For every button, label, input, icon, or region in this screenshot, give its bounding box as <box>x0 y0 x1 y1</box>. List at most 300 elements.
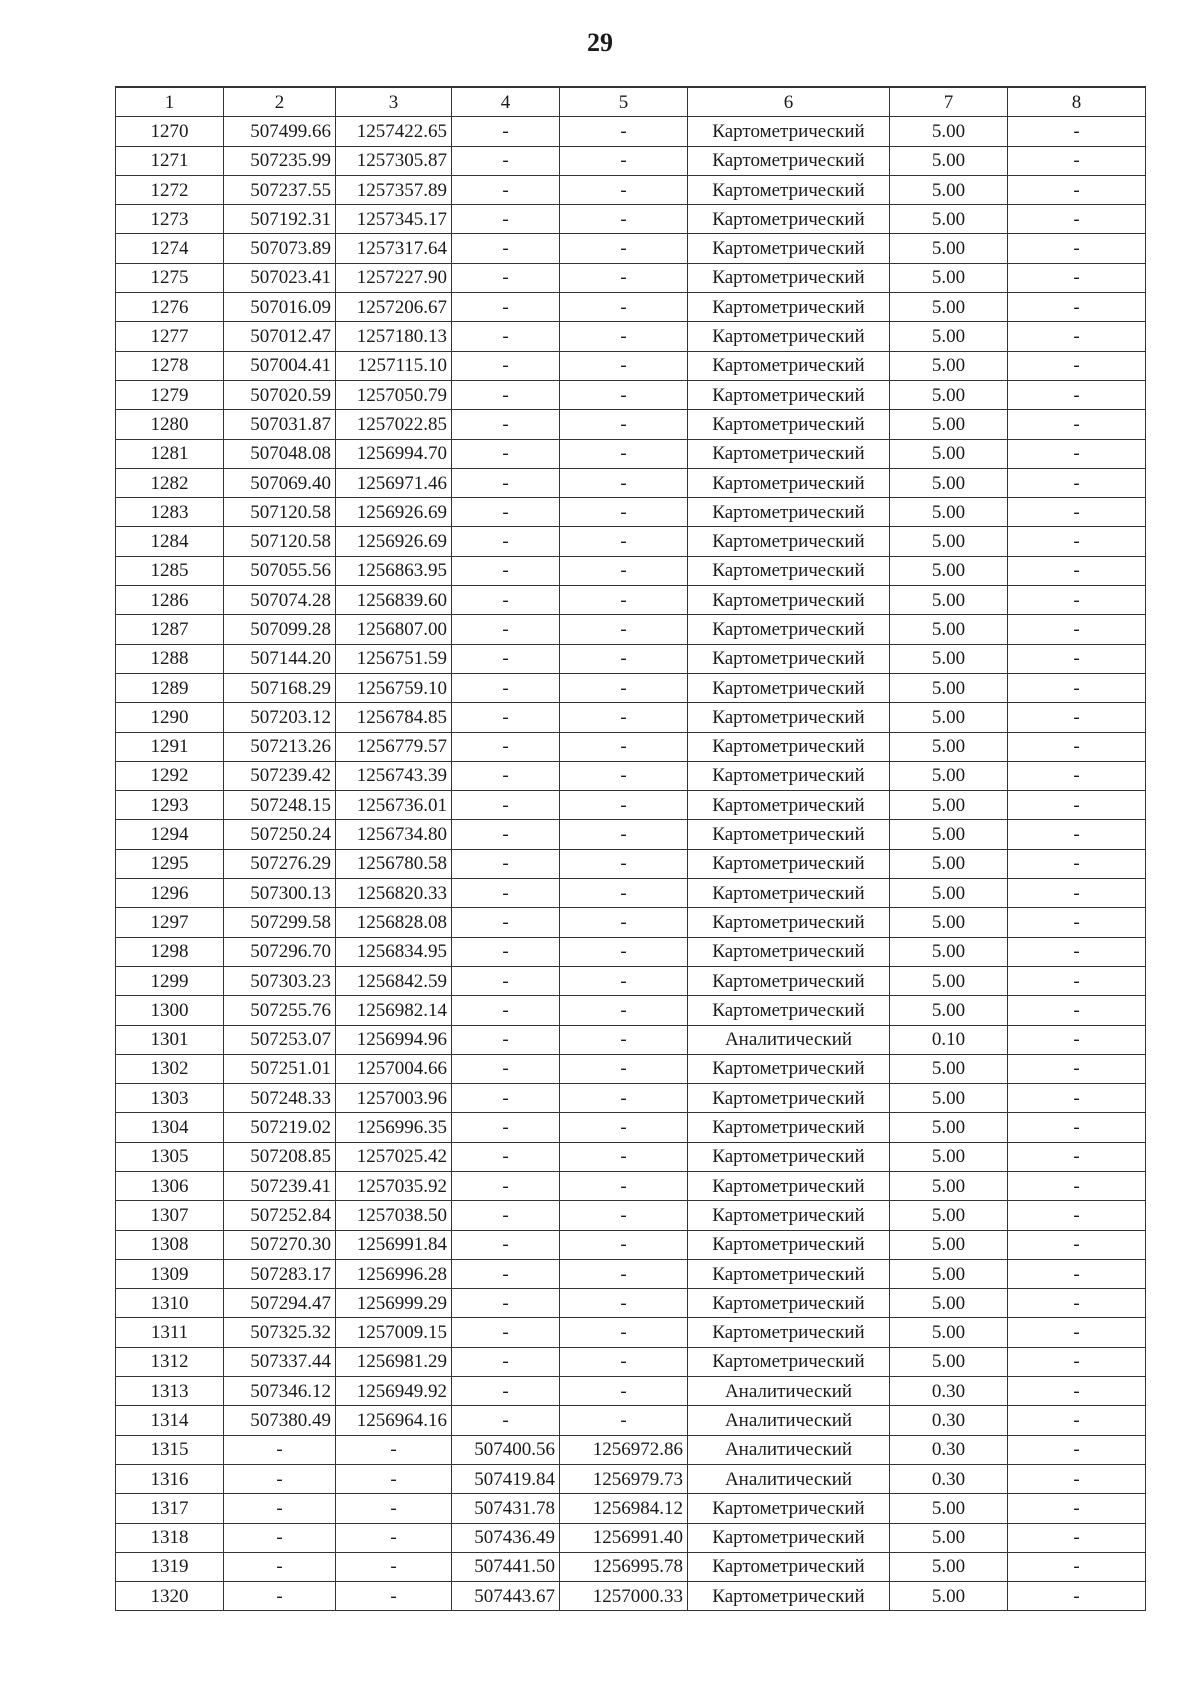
table-cell-col-2: 507380.49 <box>224 1406 336 1435</box>
table-cell-col-3: 1256982.14 <box>336 996 452 1025</box>
table-cell-col-6: Картометрический <box>688 527 890 556</box>
table-cell-col-2: 507219.02 <box>224 1113 336 1142</box>
table-cell-col-3: 1257035.92 <box>336 1171 452 1200</box>
table-cell-col-6: Картометрический <box>688 1494 890 1523</box>
table-cell-col-1: 1298 <box>116 937 224 966</box>
table-cell-col-1: 1270 <box>116 117 224 146</box>
table-cell-col-8: - <box>1008 205 1146 234</box>
table-cell-col-3: 1256991.84 <box>336 1230 452 1259</box>
table-cell-col-5: - <box>560 1318 688 1347</box>
table-cell-col-7: 5.00 <box>890 1201 1008 1230</box>
table-cell-col-8: - <box>1008 996 1146 1025</box>
table-cell-col-5: - <box>560 410 688 439</box>
table-row <box>116 908 1146 937</box>
table-cell-col-1: 1291 <box>116 732 224 761</box>
table-cell-col-8: - <box>1008 732 1146 761</box>
table-cell-col-4: - <box>452 1201 560 1230</box>
table-cell-col-2: 507120.58 <box>224 527 336 556</box>
table-cell-col-5: - <box>560 966 688 995</box>
table-cell-col-7: 5.00 <box>890 996 1008 1025</box>
table-cell-col-1: 1274 <box>116 234 224 263</box>
table-cell-col-8: - <box>1008 1201 1146 1230</box>
table-cell-col-3: 1256863.95 <box>336 556 452 585</box>
table-cell-col-5: - <box>560 673 688 702</box>
table-cell-col-1: 1275 <box>116 263 224 292</box>
table-cell-col-4: - <box>452 879 560 908</box>
table-row <box>116 1552 1146 1581</box>
table-cell-col-8: - <box>1008 761 1146 790</box>
table-row <box>116 1464 1146 1493</box>
table-cell-col-1: 1286 <box>116 586 224 615</box>
table-cell-col-4: - <box>452 439 560 468</box>
table-cell-col-4: - <box>452 1347 560 1376</box>
table-cell-col-5: - <box>560 732 688 761</box>
table-cell-col-1: 1273 <box>116 205 224 234</box>
table-cell-col-5: - <box>560 527 688 556</box>
table-cell-col-5: - <box>560 849 688 878</box>
table-cell-col-3: 1256996.28 <box>336 1259 452 1288</box>
table-cell-col-1: 1312 <box>116 1347 224 1376</box>
table-cell-col-7: 5.00 <box>890 1084 1008 1113</box>
table-cell-col-1: 1277 <box>116 322 224 351</box>
table-cell-col-1: 1309 <box>116 1259 224 1288</box>
table-cell-col-2: 507250.24 <box>224 820 336 849</box>
table-row <box>116 1084 1146 1113</box>
table-cell-col-8: - <box>1008 468 1146 497</box>
table-row <box>116 644 1146 673</box>
table-cell-col-5: - <box>560 703 688 732</box>
table-cell-col-2: 507012.47 <box>224 322 336 351</box>
table-cell-col-4: - <box>452 1406 560 1435</box>
table-row <box>116 820 1146 849</box>
table-cell-col-8: - <box>1008 615 1146 644</box>
table-cell-col-8: - <box>1008 1464 1146 1493</box>
table-cell-col-4: - <box>452 468 560 497</box>
table-cell-col-5: 1256972.86 <box>560 1435 688 1464</box>
table-cell-col-8: - <box>1008 791 1146 820</box>
table-cell-col-3: - <box>336 1552 452 1581</box>
table-row <box>116 146 1146 175</box>
table-cell-col-7: 5.00 <box>890 205 1008 234</box>
table-cell-col-4: - <box>452 703 560 732</box>
table-cell-col-5: 1256979.73 <box>560 1464 688 1493</box>
table-cell-col-3: 1256964.16 <box>336 1406 452 1435</box>
table-cell-col-6: Картометрический <box>688 996 890 1025</box>
table-cell-col-5: 1256984.12 <box>560 1494 688 1523</box>
table-cell-col-6: Картометрический <box>688 673 890 702</box>
table-cell-col-1: 1294 <box>116 820 224 849</box>
table-cell-col-6: Картометрический <box>688 1171 890 1200</box>
table-cell-col-3: 1256820.33 <box>336 879 452 908</box>
table-cell-col-2: 507337.44 <box>224 1347 336 1376</box>
table-row <box>116 322 1146 351</box>
table-cell-col-3: 1256981.29 <box>336 1347 452 1376</box>
table-cell-col-5: - <box>560 1142 688 1171</box>
table-cell-col-8: - <box>1008 937 1146 966</box>
table-cell-col-1: 1305 <box>116 1142 224 1171</box>
header-row <box>116 87 1146 117</box>
table-cell-col-8: - <box>1008 410 1146 439</box>
table-cell-col-1: 1295 <box>116 849 224 878</box>
table-cell-col-5: - <box>560 1377 688 1406</box>
table-cell-col-2: 507296.70 <box>224 937 336 966</box>
table-cell-col-2: 507248.15 <box>224 791 336 820</box>
table-cell-col-6: Картометрический <box>688 1201 890 1230</box>
table-row <box>116 1054 1146 1083</box>
table-cell-col-7: 5.00 <box>890 263 1008 292</box>
table-cell-col-5: - <box>560 117 688 146</box>
table-cell-col-2: 507213.26 <box>224 732 336 761</box>
table-cell-col-3: 1257357.89 <box>336 175 452 204</box>
table-cell-col-1: 1293 <box>116 791 224 820</box>
table-cell-col-7: 5.00 <box>890 1230 1008 1259</box>
table-cell-col-1: 1300 <box>116 996 224 1025</box>
table-cell-col-2: - <box>224 1582 336 1611</box>
table-cell-col-8: - <box>1008 1523 1146 1552</box>
table-cell-col-4: - <box>452 1171 560 1200</box>
table-row <box>116 205 1146 234</box>
table-cell-col-8: - <box>1008 322 1146 351</box>
table-row <box>116 527 1146 556</box>
table-cell-col-6: Картометрический <box>688 1054 890 1083</box>
table-row <box>116 117 1146 146</box>
table-cell-col-8: - <box>1008 1259 1146 1288</box>
table-cell-col-7: 5.00 <box>890 1054 1008 1083</box>
table-cell-col-7: 0.30 <box>890 1464 1008 1493</box>
table-cell-col-4: 507431.78 <box>452 1494 560 1523</box>
table-cell-col-6: Аналитический <box>688 1435 890 1464</box>
table-cell-col-3: 1257227.90 <box>336 263 452 292</box>
table-cell-col-4: - <box>452 937 560 966</box>
table-cell-col-4: - <box>452 1289 560 1318</box>
table-cell-col-1: 1318 <box>116 1523 224 1552</box>
table-cell-col-1: 1308 <box>116 1230 224 1259</box>
table-cell-col-6: Картометрический <box>688 1318 890 1347</box>
table-cell-col-7: 5.00 <box>890 322 1008 351</box>
table-cell-col-2: 507253.07 <box>224 1025 336 1054</box>
table-cell-col-7: 5.00 <box>890 791 1008 820</box>
table-cell-col-4: - <box>452 673 560 702</box>
table-cell-col-3: 1256736.01 <box>336 791 452 820</box>
table-cell-col-2: 507237.55 <box>224 175 336 204</box>
table-cell-col-1: 1281 <box>116 439 224 468</box>
table-cell-col-8: - <box>1008 703 1146 732</box>
table-cell-col-4: - <box>452 644 560 673</box>
table-cell-col-5: - <box>560 937 688 966</box>
table-cell-col-4: 507441.50 <box>452 1552 560 1581</box>
table-cell-col-8: - <box>1008 1113 1146 1142</box>
table-cell-col-8: - <box>1008 673 1146 702</box>
table-cell-col-3: 1257050.79 <box>336 380 452 409</box>
table-cell-col-5: - <box>560 351 688 380</box>
table-cell-col-3: 1257305.87 <box>336 146 452 175</box>
table-cell-col-2: 507251.01 <box>224 1054 336 1083</box>
table-cell-col-5: - <box>560 1084 688 1113</box>
table-cell-col-4: 507436.49 <box>452 1523 560 1552</box>
table-row <box>116 732 1146 761</box>
table-cell-col-2: 507073.89 <box>224 234 336 263</box>
table-cell-col-6: Аналитический <box>688 1464 890 1493</box>
table-row <box>116 556 1146 585</box>
table-cell-col-3: 1256949.92 <box>336 1377 452 1406</box>
table-cell-col-2: 507235.99 <box>224 146 336 175</box>
table-cell-col-8: - <box>1008 1406 1146 1435</box>
table-cell-col-2: 507020.59 <box>224 380 336 409</box>
table-cell-col-4: - <box>452 1230 560 1259</box>
column-header-6: 6 <box>688 87 890 117</box>
table-cell-col-5: - <box>560 1201 688 1230</box>
table-cell-col-4: - <box>452 498 560 527</box>
table-cell-col-8: - <box>1008 1318 1146 1347</box>
table-cell-col-2: 507239.41 <box>224 1171 336 1200</box>
table-cell-col-7: 5.00 <box>890 908 1008 937</box>
table-cell-col-4: 507400.56 <box>452 1435 560 1464</box>
table-cell-col-7: 5.00 <box>890 615 1008 644</box>
table-cell-col-2: 507074.28 <box>224 586 336 615</box>
table-cell-col-8: - <box>1008 1347 1146 1376</box>
table-cell-col-8: - <box>1008 351 1146 380</box>
table-cell-col-7: 5.00 <box>890 820 1008 849</box>
table-cell-col-7: 5.00 <box>890 1494 1008 1523</box>
table-cell-col-8: - <box>1008 1494 1146 1523</box>
table-cell-col-5: - <box>560 1259 688 1288</box>
table-cell-col-7: 5.00 <box>890 703 1008 732</box>
table-cell-col-8: - <box>1008 1171 1146 1200</box>
table-cell-col-4: - <box>452 586 560 615</box>
table-cell-col-6: Картометрический <box>688 761 890 790</box>
table-cell-col-7: 5.00 <box>890 1113 1008 1142</box>
table-cell-col-7: 5.00 <box>890 761 1008 790</box>
table-cell-col-3: 1256926.69 <box>336 498 452 527</box>
table-cell-col-4: - <box>452 380 560 409</box>
table-cell-col-6: Картометрический <box>688 1552 890 1581</box>
table-cell-col-1: 1289 <box>116 673 224 702</box>
table-row <box>116 175 1146 204</box>
table-cell-col-1: 1311 <box>116 1318 224 1347</box>
table-cell-col-1: 1302 <box>116 1054 224 1083</box>
table-cell-col-1: 1285 <box>116 556 224 585</box>
table-cell-col-7: 5.00 <box>890 351 1008 380</box>
table-cell-col-5: - <box>560 498 688 527</box>
table-cell-col-2: 507499.66 <box>224 117 336 146</box>
table-row <box>116 966 1146 995</box>
table-cell-col-1: 1296 <box>116 879 224 908</box>
table-cell-col-1: 1314 <box>116 1406 224 1435</box>
table-cell-col-4: - <box>452 293 560 322</box>
table-cell-col-7: 5.00 <box>890 1552 1008 1581</box>
table-cell-col-6: Картометрический <box>688 380 890 409</box>
table-cell-col-8: - <box>1008 644 1146 673</box>
table-cell-col-3: 1256994.70 <box>336 439 452 468</box>
table-cell-col-4: 507443.67 <box>452 1582 560 1611</box>
table-row <box>116 1406 1146 1435</box>
table-cell-col-2: 507031.87 <box>224 410 336 439</box>
table-cell-col-3: 1256842.59 <box>336 966 452 995</box>
table-cell-col-6: Картометрический <box>688 1582 890 1611</box>
table-cell-col-8: - <box>1008 586 1146 615</box>
table-cell-col-1: 1304 <box>116 1113 224 1142</box>
table-cell-col-4: - <box>452 1377 560 1406</box>
table-row <box>116 1318 1146 1347</box>
table-row <box>116 1494 1146 1523</box>
table-row <box>116 996 1146 1025</box>
table-cell-col-2: 507299.58 <box>224 908 336 937</box>
table-cell-col-1: 1319 <box>116 1552 224 1581</box>
table-row <box>116 1113 1146 1142</box>
table-cell-col-7: 5.00 <box>890 527 1008 556</box>
table-cell-col-7: 5.00 <box>890 1171 1008 1200</box>
table-cell-col-4: - <box>452 732 560 761</box>
table-cell-col-4: - <box>452 1142 560 1171</box>
table-cell-col-6: Картометрический <box>688 146 890 175</box>
table-cell-col-2: 507346.12 <box>224 1377 336 1406</box>
table-cell-col-6: Аналитический <box>688 1406 890 1435</box>
table-row <box>116 1259 1146 1288</box>
table-cell-col-1: 1310 <box>116 1289 224 1318</box>
table-cell-col-1: 1313 <box>116 1377 224 1406</box>
table-cell-col-7: 5.00 <box>890 849 1008 878</box>
table-cell-col-3: 1257115.10 <box>336 351 452 380</box>
table-cell-col-3: 1256759.10 <box>336 673 452 702</box>
table-cell-col-5: - <box>560 263 688 292</box>
table-cell-col-4: - <box>452 908 560 937</box>
table-row <box>116 1377 1146 1406</box>
table-cell-col-6: Картометрический <box>688 1230 890 1259</box>
table-cell-col-7: 5.00 <box>890 1289 1008 1318</box>
column-header-1: 1 <box>116 87 224 117</box>
table-cell-col-7: 5.00 <box>890 586 1008 615</box>
table-cell-col-8: - <box>1008 966 1146 995</box>
table-cell-col-2: 507192.31 <box>224 205 336 234</box>
table-cell-col-2: 507203.12 <box>224 703 336 732</box>
table-cell-col-2: 507283.17 <box>224 1259 336 1288</box>
table-cell-col-5: - <box>560 234 688 263</box>
table-cell-col-6: Картометрический <box>688 791 890 820</box>
table-cell-col-3: 1256994.96 <box>336 1025 452 1054</box>
table-row <box>116 1142 1146 1171</box>
column-header-4: 4 <box>452 87 560 117</box>
table-row <box>116 1582 1146 1611</box>
table-cell-col-3: 1257025.42 <box>336 1142 452 1171</box>
table-cell-col-7: 5.00 <box>890 498 1008 527</box>
table-cell-col-6: Картометрический <box>688 117 890 146</box>
table-cell-col-3: 1257004.66 <box>336 1054 452 1083</box>
table-cell-col-5: - <box>560 175 688 204</box>
table-cell-col-3: 1257003.96 <box>336 1084 452 1113</box>
table-cell-col-1: 1307 <box>116 1201 224 1230</box>
table-cell-col-8: - <box>1008 1142 1146 1171</box>
table-cell-col-3: - <box>336 1582 452 1611</box>
table-cell-col-8: - <box>1008 117 1146 146</box>
table-cell-col-4: - <box>452 791 560 820</box>
table-cell-col-4: - <box>452 1113 560 1142</box>
table-cell-col-5: - <box>560 1289 688 1318</box>
table-cell-col-1: 1271 <box>116 146 224 175</box>
table-row <box>116 410 1146 439</box>
table-cell-col-1: 1272 <box>116 175 224 204</box>
table-row <box>116 849 1146 878</box>
table-cell-col-6: Картометрический <box>688 439 890 468</box>
table-cell-col-6: Картометрический <box>688 966 890 995</box>
table-cell-col-4: - <box>452 117 560 146</box>
table-cell-col-7: 5.00 <box>890 410 1008 439</box>
column-header-3: 3 <box>336 87 452 117</box>
table-cell-col-8: - <box>1008 263 1146 292</box>
table-cell-col-2: - <box>224 1464 336 1493</box>
table-cell-col-1: 1290 <box>116 703 224 732</box>
table-cell-col-1: 1276 <box>116 293 224 322</box>
table-row <box>116 498 1146 527</box>
table-cell-col-6: Аналитический <box>688 1025 890 1054</box>
table-cell-col-5: - <box>560 1054 688 1083</box>
table-row <box>116 879 1146 908</box>
table-cell-col-6: Картометрический <box>688 703 890 732</box>
table-cell-col-4: - <box>452 996 560 1025</box>
table-cell-col-3: 1257422.65 <box>336 117 452 146</box>
table-cell-col-5: - <box>560 908 688 937</box>
table-cell-col-8: - <box>1008 175 1146 204</box>
table-cell-col-8: - <box>1008 1230 1146 1259</box>
table-cell-col-6: Картометрический <box>688 1142 890 1171</box>
table-cell-col-2: 507239.42 <box>224 761 336 790</box>
table-cell-col-6: Картометрический <box>688 205 890 234</box>
table-cell-col-1: 1284 <box>116 527 224 556</box>
table-row <box>116 1347 1146 1376</box>
table-row <box>116 791 1146 820</box>
table-cell-col-7: 5.00 <box>890 1259 1008 1288</box>
table-row <box>116 351 1146 380</box>
table-cell-col-5: - <box>560 1406 688 1435</box>
table-cell-col-7: 5.00 <box>890 468 1008 497</box>
table-cell-col-1: 1292 <box>116 761 224 790</box>
table-row <box>116 1523 1146 1552</box>
table-cell-col-7: 5.00 <box>890 117 1008 146</box>
table-row <box>116 615 1146 644</box>
column-header-5: 5 <box>560 87 688 117</box>
table-cell-col-4: - <box>452 849 560 878</box>
table-cell-col-2: 507252.84 <box>224 1201 336 1230</box>
table-cell-col-1: 1283 <box>116 498 224 527</box>
table-cell-col-8: - <box>1008 879 1146 908</box>
table-cell-col-8: - <box>1008 849 1146 878</box>
table-cell-col-5: - <box>560 1347 688 1376</box>
table-row <box>116 380 1146 409</box>
table-row <box>116 439 1146 468</box>
table-cell-col-6: Картометрический <box>688 1289 890 1318</box>
table-cell-col-8: - <box>1008 1054 1146 1083</box>
table-cell-col-2: 507276.29 <box>224 849 336 878</box>
table-cell-col-3: 1256807.00 <box>336 615 452 644</box>
table-cell-col-3: 1256834.95 <box>336 937 452 966</box>
table-cell-col-6: Картометрический <box>688 410 890 439</box>
table-cell-col-1: 1320 <box>116 1582 224 1611</box>
table-cell-col-4: - <box>452 527 560 556</box>
table-cell-col-6: Картометрический <box>688 175 890 204</box>
table-cell-col-6: Картометрический <box>688 1113 890 1142</box>
table-cell-col-7: 5.00 <box>890 966 1008 995</box>
table-cell-col-6: Картометрический <box>688 1347 890 1376</box>
table-cell-col-8: - <box>1008 1025 1146 1054</box>
table-cell-col-2: 507120.58 <box>224 498 336 527</box>
table-row <box>116 761 1146 790</box>
table-cell-col-1: 1280 <box>116 410 224 439</box>
table-cell-col-3: 1256839.60 <box>336 586 452 615</box>
table-row <box>116 1289 1146 1318</box>
table-cell-col-2: 507144.20 <box>224 644 336 673</box>
table-cell-col-7: 5.00 <box>890 1582 1008 1611</box>
table-cell-col-2: 507023.41 <box>224 263 336 292</box>
table-cell-col-5: - <box>560 879 688 908</box>
